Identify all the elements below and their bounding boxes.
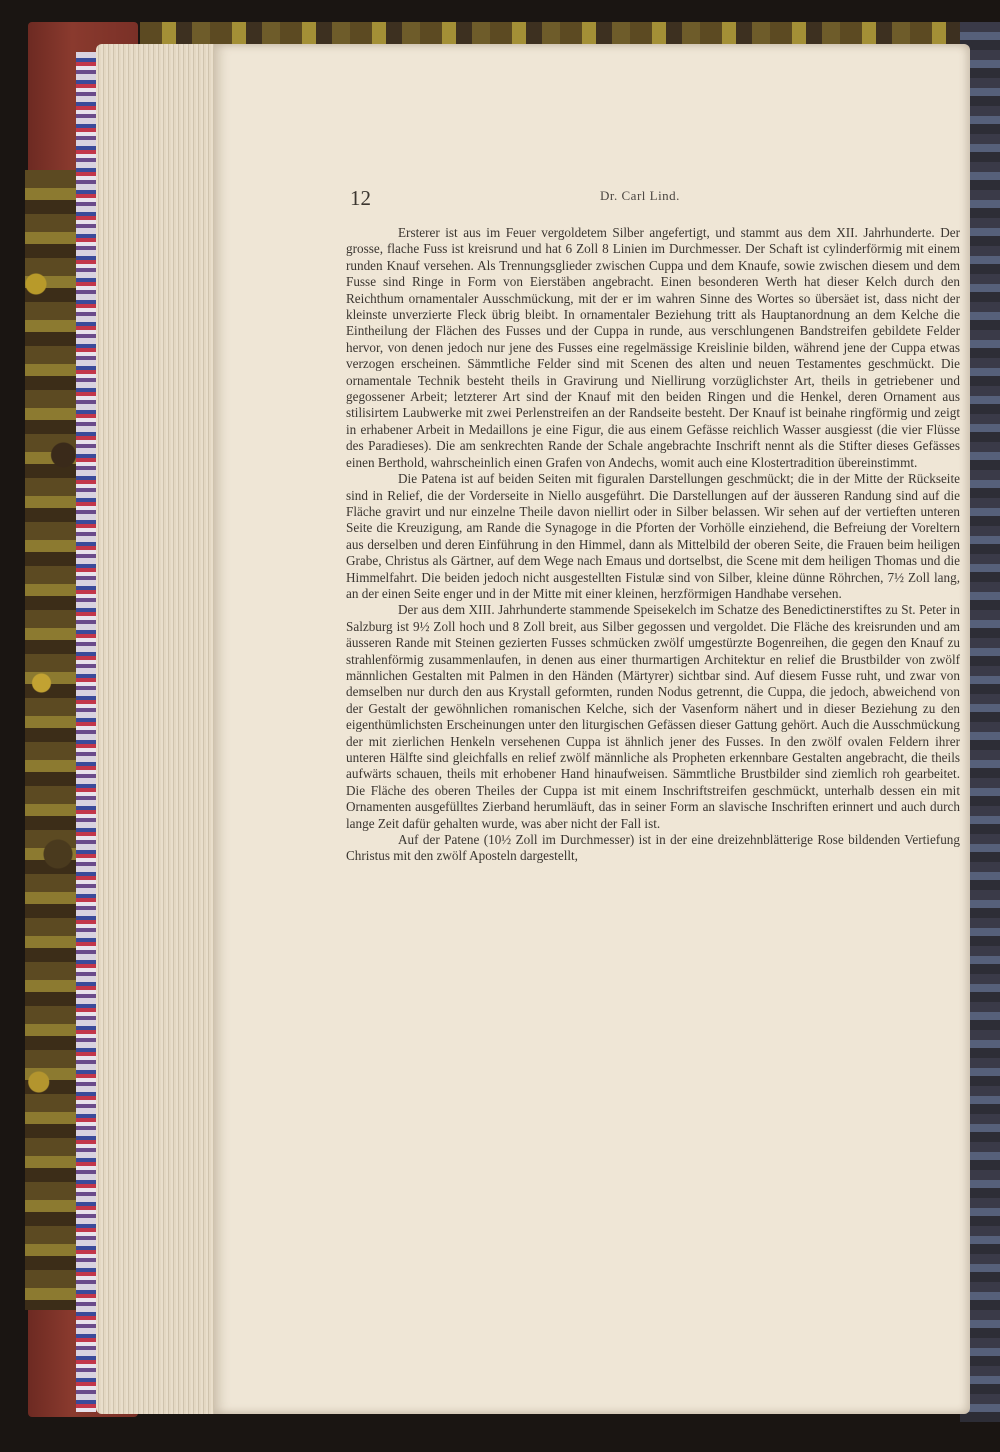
text-body — [346, 225, 960, 865]
paragraph-1: Ersterer ist aus im Feuer vergoldetem Silber angefertigt, und stammt aus dem XII. Jahrhunderte. Der grosse, flache Fuss ist kreisrund und hat 6 Zoll 8 Linien im Durchmesser. Der Schaft ist cylinderförmig mit einem runden Knauf versehen. Als Trennungsglieder zwischen Cuppa und dem Knaufe, sowie zwischen diesem und dem Fusse sind Ringe in Form von Eierstäben angebracht. Einen besonderen Werth hat dieser Kelch durch den Reichthum ornamentaler Ausschmückung, mit der er im wahren Sinne des Wortes so übersäet ist, dass nicht der kleinste unverzierte Fleck übrig bleibt. In ornamentaler Beziehung tritt als Hauptanordnung an dem Kelche die Eintheilung der Flächen des Fusses und der Cuppa in runde, aus verschlungenen Bandstreifen gebildete Felder hervor, von denen jedoch nur jene des Fusses eine regelmässige Kreislinie bilden, während jene der Cuppa etwas verzogen erscheinen. Sämmtliche Felder sind mit Scenen des alten und neuen Testamentes geschmückt. Die ornamentale Technik besteht theils in Gravirung und Niellirung vorzüglichster Art, theils in getriebener und gegossener Arbeit; letzterer Art sind der Knauf mit den beiden Ringen und die Henkel, deren Ornament aus stilisirtem Laubwerke mit zwei Perlenstreifen an der Randseite besteht. Der Knauf ist beinahe ringförmig und zeigt in erhabener Arbeit in Medaillons je eine Figur, die aus einem Gefässe reichlich Wasser ausgiesst (die vier Flüsse des Paradieses). Die am senkrechten Rande der Schale angebrachte Inschrift nennt als die Stifter dieses Gefässes einen Berthold, wahrscheinlich einen Grafen von Andechs, womit auch eine Klostertradition übereinstimmt. — [346, 225, 960, 470]
page-number: 12 — [350, 186, 371, 210]
marbled-strip — [76, 52, 96, 1412]
paragraph-3: Der aus dem XIII. Jahrhunderte stammende Speisekelch im Schatze des Benedictinerstiftes zu St. Peter in Salzburg ist 9½ Zoll hoch und 8 Zoll breit, aus Silber gegossen und vergoldet. Die Fläche des kreisrunden und am äusseren Rande mit Steinen gezierten Fusses schmücken zwölf umgestürzte Bogenreihen, die gegen den Knauf zu strahlenförmig zusammenlaufen, in denen aus einer thurmartigen Architektur en relief die Brustbilder von zwölf männlichen Gestalten mit Palmen in den Händen (Märtyrer) sichtbar sind. Auf diesem Fusse ruht, und zwar von demselben nur durch den aus Krystall geformten, runden Nodus getrennt, die Cuppa, die jedoch, abweichend von der Gestalt der gewöhnlichen romanischen Kelche, sich der Vasenform nähert und in dieser Beziehung zu den eigenthümlichsten Erscheinungen unter den liturgischen Gefässen dieser Gattung gehört. Auch die Ausschmückung der mit zierlichen Henkeln versehenen Cuppa ist ähnlich jener des Fusses. In den zwölf ovalen Feldern ihrer unteren Hälfte sind gleichfalls en relief zwölf männliche als Propheten erkennbare Gestalten angebracht, die theils aufwärts schauen, theils mit erhobener Hand hinaufweisen. Sämmtliche Brustbilder sind ziemlich roh gearbeitet. Die Fläche des oberen Theiles der Cuppa ist mit einem Inschriftstreifen geschmückt, unterhalb dessen ein mit Ornamenten ausgefülltes Zierband herumläuft, das in seiner Form an slavische Inschriften erinnert und auch durch lange Zeit dafür gehalten wurde, was aber nicht der Fall ist. — [346, 602, 960, 831]
paragraph-2: Die Patena ist auf beiden Seiten mit figuralen Darstellungen geschmückt; die in der Mitte der Rückseite sind in Relief, die der Vorderseite in Niello ausgeführt. Die Darstellungen auf der äusseren Randung sind auf die Fläche gravirt und nur einzelne Theile davon niellirt oder in Silber belassen. Wir sehen auf der vertieften unteren Seite die Kreuzigung, am Rande die Synagoge in die Pforten der Vorhölle einziehend, die Befreiung der Voreltern aus derselben und deren Einführung in den Himmel, dann als Mittelbild der oberen Seite, die Frauen beim heiligen Grabe, Christus als Gärtner, auf dem Wege nach Emaus und dortselbst, die Scene mit dem heiligen Thomas und die Himmelfahrt. Die beiden jedoch nicht ausgestellten Fistulæ sind von Silber, kleine dünne Röhrchen, 7½ Zoll lang, an der einen Seite enger und in der Mitte mit einer kleinen, herzförmigen Handhabe versehen. — [346, 471, 960, 601]
page-block-edges — [96, 44, 218, 1414]
running-head: Dr. Carl Lind. — [600, 188, 680, 203]
marbled-edge-left — [25, 170, 80, 1310]
paragraph-4: Auf der Patene (10½ Zoll im Durchmesser) ist in der eine dreizehnblätterige Rose bildenden Vertiefung Christus mit den zwölf Aposteln dargestellt, — [346, 832, 960, 864]
